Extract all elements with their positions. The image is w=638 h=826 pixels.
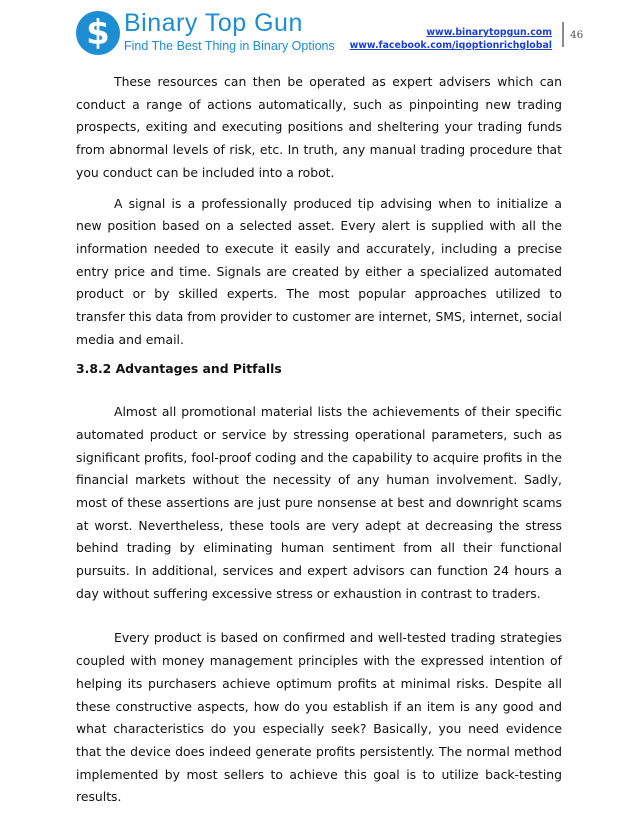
dollar-icon: $: [76, 11, 120, 55]
logo-tagline: Find The Best Thing in Binary Options: [124, 39, 335, 53]
paragraph-1: These resources can then be operated as expert advisers which can conduct a range of actions automatically, such as pinpointing new trading prospects, exiting and executing positions and sheltering your trading funds from abnormal levels of risk, etc. In truth, any manual trading procedure that you conduct can be included into a robot.: [76, 74, 562, 180]
facebook-link[interactable]: www.facebook.com/iqoptionrichglobal: [349, 40, 552, 51]
logo-title: Binary Top Gun: [124, 9, 303, 37]
page-header: [0, 0, 638, 70]
website-link[interactable]: www.binarytopgun.com: [426, 27, 552, 38]
section-heading: 3.8.2 Advantages and Pitfalls: [76, 361, 282, 377]
paragraph-2: A signal is a professionally produced tip advising when to initialize a new position based on a selected asset. Every alert is supplied with all the information needed to execute it easily and accurately, including a precise entry price and time. Signals are created by either a specialized automated product or by skilled experts. The most popular approaches utilized to transfer this data from provider to customer are internet, SMS, internet, social media and email.: [76, 195, 562, 347]
paragraph-3: Almost all promotional material lists the achievements of their specific automated product or service by stressing operational parameters, such as significant profits, fool-proof coding and the capability to acquire profits in the financial markets without the necessity of any human involvement. Sadly, most of these assertions are just pure nonsense at best and downright scams at worst. Nevertheless, these tools are very adept at decreasing the stress behind trading by eliminating human sentiment from all their functional pursuits. In additional, services and expert advisors can function 24 hours a day without suffering excessive stress or exhaustion in contrast to traders.: [76, 404, 562, 601]
page-number: 46: [570, 29, 584, 41]
binary-top-gun-logo: [76, 9, 335, 61]
document-body: [76, 71, 562, 809]
paragraph-4: Every product is based on confirmed and well-tested trading strategies coupled with money management principles with the expressed intention of helping its purchasers achieve optimum profits at minimal risks. Despite all these constructive aspects, how do you establish if an item is any good and what characteristics do you especially seek? Basically, you need evidence that the device does indeed generate profits persistently. The normal method implemented by most sellers to achieve this goal is to utilize back-testing results.: [76, 630, 562, 805]
page-number-divider: [562, 22, 608, 47]
header-links: [350, 26, 552, 52]
